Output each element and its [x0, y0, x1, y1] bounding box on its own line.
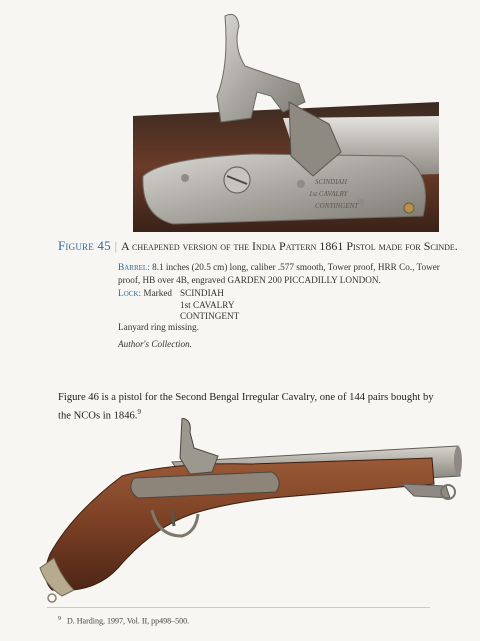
figure-45-title: A cheapened version of the India Pattern 1861 Pistol made for Scinde.: [121, 239, 458, 253]
lock-line-3: CONTINGENT: [180, 311, 240, 321]
lock-closeup-photo: [133, 6, 439, 232]
lock-marked: Marked: [143, 288, 172, 298]
lock-spec: [118, 288, 448, 321]
engraving-line-1: SCINDIAH: [315, 178, 347, 186]
lock-line-2: 1st CAVALRY: [180, 299, 235, 310]
footnote-mark: 9: [58, 616, 61, 622]
lock-marking-lines: [180, 288, 239, 323]
caption-separator: |: [114, 241, 118, 253]
figure-45-caption: [58, 239, 468, 254]
figure-45-label: Figure 45: [58, 238, 111, 253]
barrel-text: 8.1 inches (20.5 cm) long, caliber .577 smooth, Tower proof, HRR Co., Tower proof, HB over 4B, engraved GARDEN 200 PICCADILLY LONDON.: [118, 262, 440, 285]
footnote: [58, 616, 189, 626]
barrel-key: Barrel:: [118, 263, 150, 273]
footnote-divider: [47, 607, 430, 608]
lanyard-note: Lanyard ring missing.: [118, 322, 199, 332]
engraving-line-2: 1st CAVALRY: [309, 190, 348, 198]
lock-key: Lock:: [118, 289, 142, 299]
figure-46-text: Figure 46 is a pistol for the Second Bengal Irregular Cavalry, one of 144 pairs bought by the NCOs in 1846.: [58, 392, 434, 422]
barrel-spec: [118, 262, 448, 286]
lock-line-1: SCINDIAH: [180, 288, 224, 298]
footnote-reference: 9: [137, 408, 141, 416]
pistol-photo: [22, 418, 470, 604]
footnote-text: D. Harding, 1997, Vol. II, pp498–500.: [67, 616, 190, 626]
collection-note: Author's Collection.: [118, 339, 192, 349]
engraving-line-3: CONTINGENT: [315, 202, 359, 210]
